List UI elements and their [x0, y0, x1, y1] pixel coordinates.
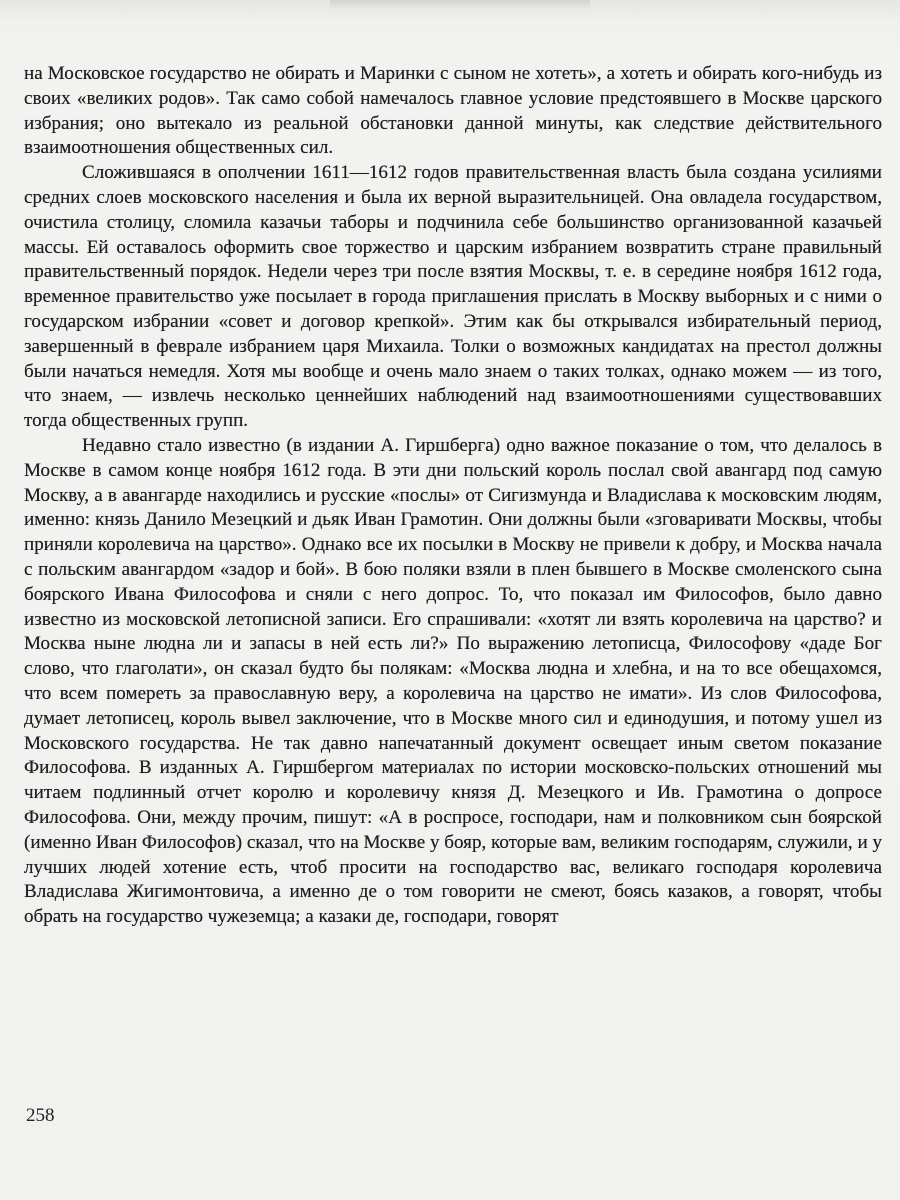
body-text [24, 62, 882, 930]
paragraph: Недавно стало известно (в издании А. Гиршберга) одно важное показание о том, что делалось в Москве в самом конце ноября 1612 года. В эти дни польский король послал свой авангард под самую Москву, а в авангарде находились и русские «послы» от Сигизмунда и Владислава к московским людям, именно: князь Данило Мезецкий и дьяк Иван Грамотин. Они должны были «зговаривати Москвы, чтобы приняли королевича на царство». Однако все их посылки в Москву не привели к добру, и Москва начала с польским авангардом «задор и бой». В бою поляки взяли в плен бывшего в Москве смоленского сына боярского Ивана Философова и сняли с него допрос. То, что показал им Философов, было давно известно из московской летописной записи. Его спрашивали: «хотят ли взять королевича на царство? и Москва ныне людна ли и запасы в ней есть ли?» По выражению летописца, Философову «даде Бог слово, что глаголати», он сказал будто бы полякам: «Москва людна и хлебна, и на то все обещахомся, что всем помереть за православную веру, а королевича на царство не имати». Из слов Философова, думает летописец, король вывел заключение, что в Москве много сил и единодушия, и потому ушел из Московского государства. Не так давно напечатанный документ освещает иным светом показание Философова. В изданных А. Гиршбергом материалах по истории московско-польских отношений мы читаем подлинный отчет королю и королевичу князя Д. Мезецкого и Ив. Грамотина о допросе Философова. Они, между прочим, пишут: «А в роспросе, господари, нам и полковником сын боярской (именно Иван Философов) сказал, что на Москве у бояр, которые вам, великим господарям, служили, и у лучших людей хотение есть, чтоб просити на господарство вас, великаго господаря королевича Владислава Жигимонтовича, а именно де о том говорити не смеют, боясь казаков, а говорят, чтобы обрать на государство чужеземца; а казаки де, господари, говорят [24, 434, 883, 928]
scan-edge-shadow [330, 0, 590, 10]
page-number: 258 [26, 1105, 55, 1126]
paragraph: Сложившаяся в ополчении 1611—1612 годов правительственная власть была создана усилиями средних слоев московского населения и была их верной выразительницей. Она овладела государством, очистила столицу, сломила казачьи таборы и подчинила себе большинство организованной казачьей массы. Ей оставалось оформить свое торжество и царским избранием возвратить стране правильный правительственный порядок. Недели через три после взятия Москвы, т. е. в середине ноября 1612 года, временное правительство уже посылает в города приглашения прислать в Москву выборных и с ними о государском избрании «совет и договор крепкой». Этим как бы открывался избирательный период, завершенный в феврале избранием царя Михаила. Толки о возможных кандидатах на престол должны были начаться немедля. Хотя мы вообще и очень мало знаем о таких толках, однако можем — из того, что знаем, — извлечь несколько ценнейших наблюдений над взаимоотношениями существовавших тогда общественных групп. [24, 162, 882, 432]
paragraph-continuation: на Московское государство не обирать и Маринки с сыном не хотеть», а хотеть и обирать кого-нибудь из своих «великих родов». Так само собой намечалось главное условие предстоявшего в Москве царского избрания; оно вытекало из реальной обстановки данной минуты, как следствие действительного взаимоотношения общественных сил. [24, 63, 882, 159]
